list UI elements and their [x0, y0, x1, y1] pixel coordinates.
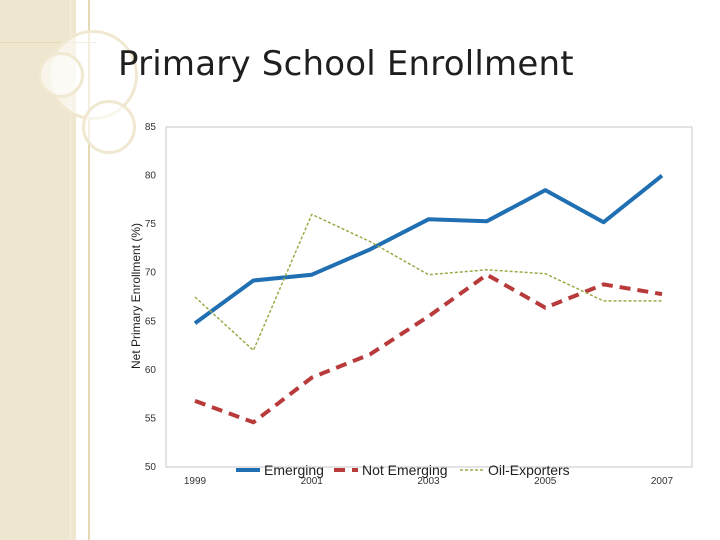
legend-label: Emerging [264, 462, 324, 478]
legend-label: Oil-Exporters [488, 462, 570, 478]
slide-title: Primary School Enrollment [118, 44, 574, 84]
y-axis-ticks [145, 122, 157, 473]
x-tick-label: 2001 [300, 476, 323, 487]
x-tick-label: 1999 [183, 476, 207, 487]
y-tick-label: 70 [144, 267, 156, 279]
series-lines [195, 176, 662, 423]
series-line-emerging [195, 176, 662, 324]
legend-label: Not Emerging [362, 462, 448, 478]
series-line-not-emerging [195, 275, 662, 423]
plot-area-border [166, 127, 692, 467]
y-axis-title: Net Primary Enrollment (%) [129, 222, 143, 370]
y-tick-label: 75 [144, 219, 156, 231]
legend [236, 462, 570, 478]
y-tick-label: 80 [144, 170, 156, 182]
x-tick-label: 2005 [534, 476, 557, 487]
y-tick-label: 50 [144, 462, 156, 473]
x-tick-label: 2007 [650, 476, 674, 487]
y-tick-label: 65 [144, 316, 156, 328]
series-line-oil-exporters [195, 214, 662, 350]
y-tick-label: 55 [144, 413, 156, 425]
y-tick-label: 60 [144, 364, 156, 376]
x-tick-label: 2003 [417, 476, 440, 487]
y-tick-label: 85 [144, 122, 156, 133]
